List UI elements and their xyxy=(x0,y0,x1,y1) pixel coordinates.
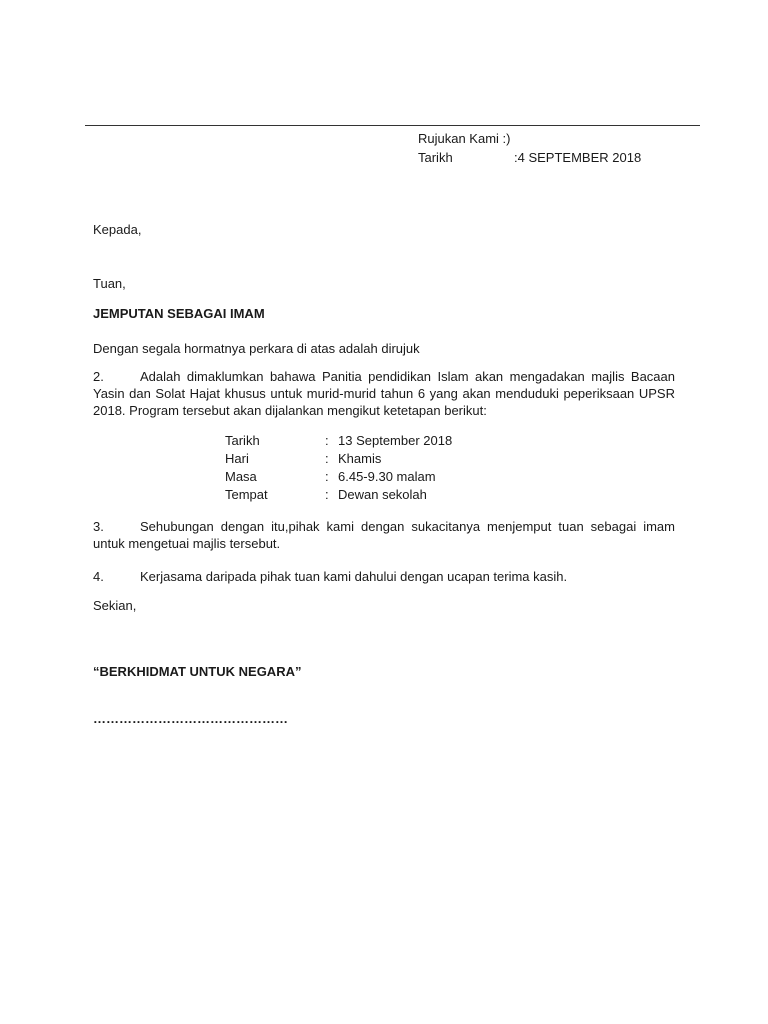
paragraph-3 xyxy=(93,518,675,552)
detail-separator: : xyxy=(325,469,329,484)
event-details xyxy=(225,432,452,504)
salutation-line: Tuan, xyxy=(93,276,126,291)
reference-label: Rujukan Kami :) xyxy=(418,131,511,146)
paragraph-4 xyxy=(93,568,675,585)
detail-value: 6.45-9.30 malam xyxy=(338,469,436,484)
paragraph-2 xyxy=(93,368,675,419)
detail-separator: : xyxy=(325,487,329,502)
recipient-line: Kepada, xyxy=(93,222,142,237)
detail-value: Dewan sekolah xyxy=(338,487,427,502)
paragraph-text: Kerjasama daripada pihak tuan kami dahului dengan ucapan terima kasih. xyxy=(140,569,568,584)
date-label: Tarikh xyxy=(418,150,453,165)
detail-row-date xyxy=(225,432,452,450)
detail-value: 13 September 2018 xyxy=(338,433,453,448)
detail-label: Tarikh xyxy=(225,433,260,448)
detail-label: Hari xyxy=(225,451,249,466)
paragraph-number: 3. xyxy=(93,519,104,534)
reference-block xyxy=(418,130,641,168)
detail-row-day xyxy=(225,450,452,468)
detail-value: Khamis xyxy=(338,451,382,466)
letter-subject: JEMPUTAN SEBAGAI IMAM xyxy=(93,306,265,321)
detail-label: Tempat xyxy=(225,487,268,502)
paragraph-number: 2. xyxy=(93,369,104,384)
date-value: :4 SEPTEMBER 2018 xyxy=(514,150,642,165)
paragraph-text: Sehubungan dengan itu,pihak kami dengan sukacitanya menjemput tuan sebagai imam untuk mengetuai majlis tersebut. xyxy=(93,519,675,551)
detail-label: Masa xyxy=(225,469,257,484)
opening-line: Dengan segala hormatnya perkara di atas adalah dirujuk xyxy=(93,341,420,356)
reference-row xyxy=(418,130,641,149)
detail-row-time xyxy=(225,468,452,486)
date-row xyxy=(418,149,641,168)
closing-line: Sekian, xyxy=(93,598,137,613)
detail-separator: : xyxy=(325,433,329,448)
header-rule xyxy=(85,125,700,126)
detail-row-venue xyxy=(225,486,452,504)
paragraph-text: Adalah dimaklumkan bahawa Panitia pendidikan Islam akan mengadakan majlis Bacaan Yasin dan Solat Hajat khusus untuk murid-murid tahun 6 yang akan menduduki peperiksaan UPSR 2018. Program tersebut akan dijalankan mengikut ketetapan berikut: xyxy=(93,369,675,418)
detail-separator: : xyxy=(325,451,329,466)
signature-line: ……………………………………… xyxy=(93,711,288,726)
motto: “BERKHIDMAT UNTUK NEGARA” xyxy=(93,664,302,679)
paragraph-number: 4. xyxy=(93,569,104,584)
